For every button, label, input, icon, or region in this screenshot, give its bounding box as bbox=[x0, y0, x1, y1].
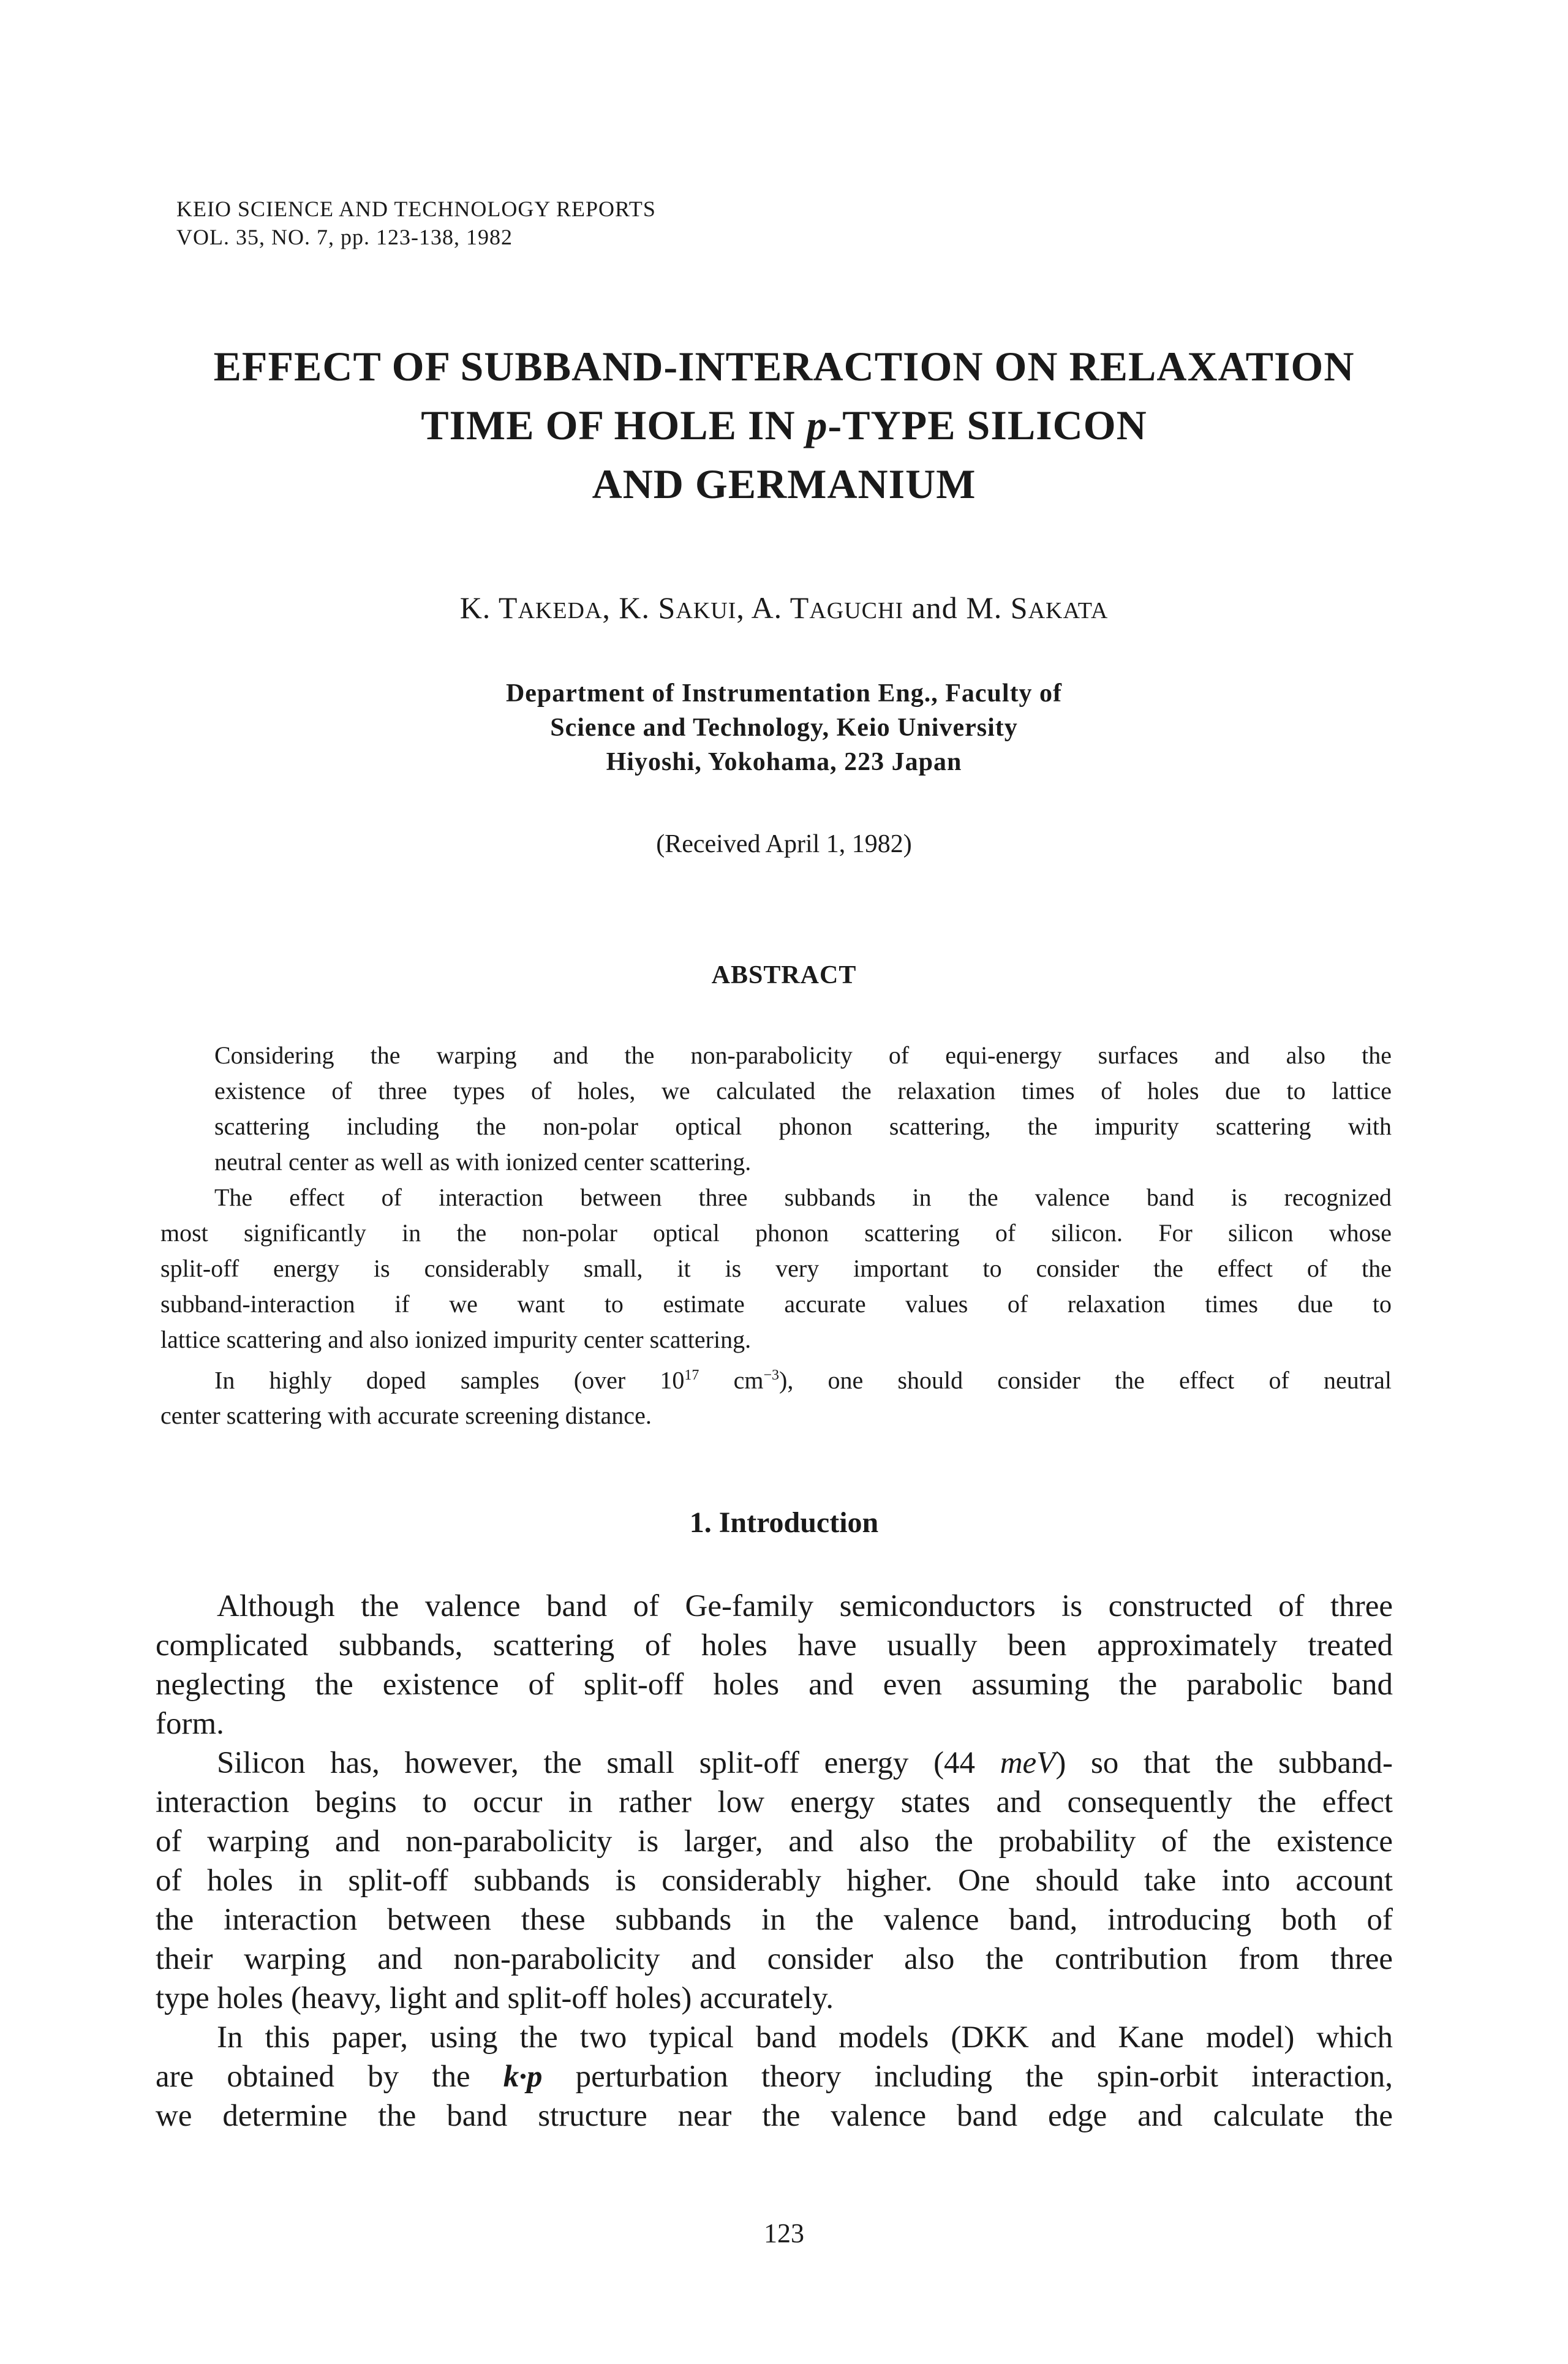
author-1-surname: AKEDA bbox=[518, 598, 603, 624]
abstract-paragraph-2 bbox=[160, 1180, 1392, 1358]
section-heading-introduction: 1. Introduction bbox=[689, 1506, 879, 1539]
intro-line: interaction begins to occur in rather low energy states and consequently the effect bbox=[156, 1785, 1393, 1819]
abstract-line: subband-interaction if we want to estimate accurate values of relaxation times due to bbox=[160, 1290, 1392, 1318]
exponent: 17 bbox=[684, 1367, 699, 1383]
abstract-text: cm bbox=[699, 1366, 764, 1394]
journal-volume: VOL. 35, NO. 7, pp. 123-138, 1982 bbox=[176, 225, 513, 249]
intro-line: form. bbox=[156, 1707, 224, 1741]
introduction-body bbox=[156, 1587, 1393, 2136]
affiliation bbox=[0, 676, 1568, 779]
author-3 bbox=[752, 591, 904, 625]
abstract-line: scattering including the non-polar optical phonon scattering, the impurity scattering with bbox=[214, 1112, 1392, 1140]
journal-name: KEIO SCIENCE AND TECHNOLOGY REPORTS bbox=[176, 197, 656, 221]
author-4-initial: M. S bbox=[966, 591, 1028, 625]
intro-line: the interaction between these subbands in the valence band, introducing both of bbox=[156, 1903, 1393, 1937]
intro-line: neglecting the existence of split-off holes and even assuming the parabolic band bbox=[156, 1667, 1393, 1702]
author-2-initial: K. S bbox=[619, 591, 676, 625]
intro-line bbox=[156, 1743, 1393, 1783]
author-2-surname: AKUI bbox=[676, 598, 737, 624]
intro-text: Silicon has, however, the small split-off energy (44 bbox=[217, 1746, 1000, 1780]
abstract-line: The effect of interaction between three subbands in the valence band is recognized bbox=[214, 1184, 1392, 1211]
author-3-initial: A. T bbox=[751, 591, 810, 625]
abstract-line: split-off energy is considerably small, it is very important to consider the effect of the bbox=[160, 1255, 1392, 1282]
abstract-line: center scattering with accurate screening distance. bbox=[160, 1402, 652, 1430]
abstract-heading: ABSTRACT bbox=[711, 961, 857, 989]
kp-symbol: k·p bbox=[503, 2060, 543, 2094]
intro-line: of holes in split-off subbands is considerably higher. One should take into account bbox=[156, 1864, 1393, 1898]
intro-line: type holes (heavy, light and split-off holes) accurately. bbox=[156, 1981, 834, 2015]
paper-title bbox=[0, 337, 1568, 513]
intro-line: Although the valence band of Ge-family semiconductors is constructed of three bbox=[217, 1589, 1393, 1623]
intro-line: of warping and non-parabolicity is larger, and also the probability of the existence bbox=[156, 1824, 1393, 1859]
intro-text: are obtained by the bbox=[156, 2060, 503, 2094]
affiliation-line-3: Hiyoshi, Yokohama, 223 Japan bbox=[606, 748, 962, 776]
title-line-3: AND GERMANIUM bbox=[592, 461, 976, 507]
abstract-line: Considering the warping and the non-parabolicity of equi-energy surfaces and also the bbox=[214, 1041, 1392, 1069]
abstract-line: lattice scattering and also ionized impurity center scattering. bbox=[160, 1326, 752, 1353]
intro-line: their warping and non-parabolicity and consider also the contribution from three bbox=[156, 1942, 1393, 1976]
title-line-2-start: TIME OF HOLE IN bbox=[421, 402, 807, 448]
intro-line: we determine the band structure near the valence band edge and calculate the bbox=[156, 2099, 1393, 2133]
author-4 bbox=[966, 591, 1108, 625]
unit-mev: meV bbox=[1000, 1746, 1056, 1780]
intro-text: ) so that the subband- bbox=[1055, 1746, 1393, 1780]
received-date: (Received April 1, 1982) bbox=[656, 830, 912, 858]
journal-header bbox=[176, 195, 656, 251]
title-line-2-end: -TYPE SILICON bbox=[827, 402, 1147, 448]
abstract-text: ), one should consider the effect of neutral bbox=[779, 1366, 1392, 1394]
intro-line: In this paper, using the two typical band models (DKK and Kane model) which bbox=[217, 2020, 1393, 2055]
intro-line bbox=[156, 2057, 1393, 2096]
abstract-text: In highly doped samples (over 10 bbox=[214, 1366, 685, 1394]
page-number: 123 bbox=[764, 2218, 804, 2248]
abstract-line: most significantly in the non-polar optical phonon scattering of silicon. For silicon whose bbox=[160, 1219, 1392, 1247]
intro-paragraph-1 bbox=[156, 1587, 1393, 1743]
intro-line: complicated subbands, scattering of holes have usually been approximately treated bbox=[156, 1628, 1393, 1663]
title-line-1: EFFECT OF SUBBAND-INTERACTION ON RELAXATION bbox=[213, 343, 1355, 390]
title-line-2 bbox=[0, 396, 1568, 455]
abstract-paragraph-3 bbox=[160, 1358, 1392, 1433]
intro-text: perturbation theory including the spin-orbit interaction, bbox=[542, 2060, 1393, 2094]
affiliation-line-2: Science and Technology, Keio University bbox=[550, 714, 1018, 742]
abstract-line: neutral center as well as with ionized center scattering. bbox=[214, 1148, 752, 1176]
abstract-line: existence of three types of holes, we calculated the relaxation times of holes due to lattice bbox=[214, 1077, 1392, 1105]
author-3-surname: AGUCHI bbox=[809, 598, 904, 624]
author-1-initial: K. T bbox=[459, 591, 518, 625]
intro-paragraph-3 bbox=[156, 2018, 1393, 2136]
author-1 bbox=[460, 591, 603, 625]
abstract-paragraph-1 bbox=[160, 1038, 1392, 1180]
title-p-italic: p bbox=[806, 402, 828, 448]
abstract-body bbox=[160, 1038, 1392, 1433]
exponent: −3 bbox=[763, 1367, 780, 1383]
author-2 bbox=[619, 591, 736, 625]
intro-paragraph-2 bbox=[156, 1743, 1393, 2018]
author-list: K. TAKEDA, K. SAKUI, A. TAGUCHI and M. SAKATA bbox=[459, 591, 1109, 625]
author-and: and bbox=[911, 591, 958, 625]
affiliation-line-1: Department of Instrumentation Eng., Faculty of bbox=[505, 679, 1063, 708]
author-4-surname: AKATA bbox=[1028, 598, 1109, 624]
abstract-line bbox=[107, 1358, 1392, 1398]
